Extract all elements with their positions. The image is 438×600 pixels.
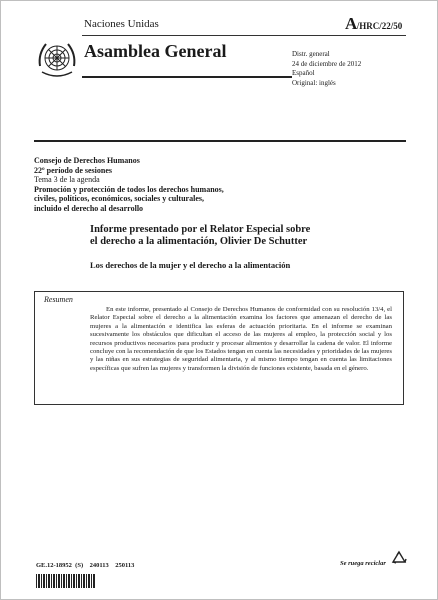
- summary-text: En este informe, presentado al Consejo de Derechos Humanos de conformidad con su resolución 13/4, el Relator Especial sobre el derecho a la alimentación examina los factores que amenazan el derecho de las mujeres a la alimentación e identifica las esferas de actuación prioritaria. En el informe se examinan sucesivamente los obstáculos que dificultan el acceso de las mujeres al empleo, la protección social y los recursos productivos necesarios para producir y procesar alimentos y desarrollar la cadena de valor. El informe concluye con la recomendación de que los Estados tengan en cuenta las necesidades y prioridades de las mujeres y las niñas en sus estrategias de seguridad alimentaria, y al mismo tiempo tengan en cuenta las limitaciones específicas que sufren las mujeres y transformen la división de funciones existente, basada en el género.: [90, 306, 392, 372]
- council-topic-1: Promoción y protección de todos los derechos humanos,: [34, 184, 224, 194]
- council-topic-2: civiles, políticos, económicos, sociales y culturales,: [34, 194, 204, 203]
- report-title-line-2: el derecho a la alimentación, Olivier De Schutter: [90, 236, 308, 247]
- council-name: Consejo de Derechos Humanos: [34, 156, 140, 165]
- un-emblem-icon: [34, 36, 80, 82]
- assembly-rule: [82, 76, 292, 78]
- organization-name: Naciones Unidas: [84, 18, 159, 30]
- barcode: [36, 574, 96, 588]
- council-topic-3: incluido el derecho al desarrollo: [34, 203, 144, 213]
- distribution-original: Original: inglés: [292, 78, 336, 87]
- recycle-icon: [388, 549, 410, 571]
- distribution-language: Español: [292, 69, 315, 77]
- footer-code: GE.12-18952 (S) 240113 250113: [36, 562, 135, 569]
- distribution-type: Distr. general: [292, 50, 330, 58]
- summary-label: Resumen: [44, 295, 73, 304]
- council-block: [34, 156, 224, 213]
- report-title-line-1: Informe presentado por el Relator Especial sobre: [90, 224, 311, 235]
- symbol-letter: A: [345, 14, 357, 33]
- document-symbol: [345, 14, 402, 34]
- header-rule: [82, 35, 406, 36]
- council-session: 22º período de sesiones: [34, 165, 112, 175]
- distribution-block: [292, 50, 361, 88]
- assembly-title: Asamblea General: [84, 41, 227, 61]
- distribution-date: 24 de diciembre de 2012: [292, 59, 362, 68]
- report-subtitle: Los derechos de la mujer y el derecho a la alimentación: [90, 260, 291, 270]
- recycle-text: Se ruega reciclar: [340, 560, 386, 567]
- report-title: [90, 224, 380, 248]
- symbol-rest: /HRC/22/50: [356, 21, 403, 31]
- section-rule: [34, 140, 406, 142]
- council-agenda: Tema 3 de la agenda: [34, 175, 100, 184]
